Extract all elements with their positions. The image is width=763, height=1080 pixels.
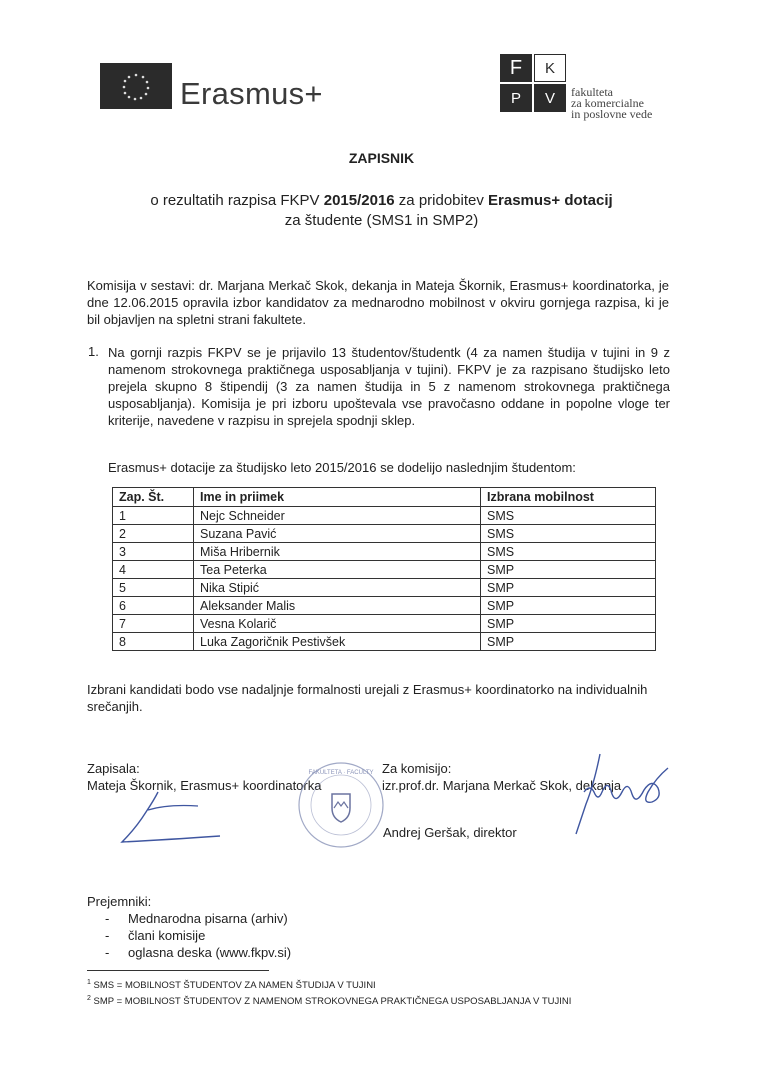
cell-mobility: SMS <box>481 525 656 543</box>
cell-number: 7 <box>113 615 194 633</box>
director-name: Andrej Geršak, direktor <box>383 825 517 840</box>
cell-name: Suzana Pavić <box>194 525 481 543</box>
recipients-table <box>112 487 656 651</box>
fkpv-letter-p: P <box>500 84 532 112</box>
list-item: - člani komisije <box>87 927 291 944</box>
cell-mobility: SMP <box>481 615 656 633</box>
handwritten-signature-left <box>118 790 230 850</box>
fkpv-letter-f: F <box>500 54 532 82</box>
footnote <box>87 976 571 992</box>
recipients-block <box>87 893 291 961</box>
footnote-text: SMP = MOBILNOST ŠTUDENTOV Z NAMENOM STROKOVNEGA PRAKTIČNEGA USPOSABLJANJA V TUJINI <box>90 996 572 1008</box>
cell-mobility: SMS <box>481 507 656 525</box>
cell-name: Vesna Kolarič <box>194 615 481 633</box>
fkpv-subtitle-line: fakulteta <box>571 85 613 99</box>
subtitle-program: Erasmus+ dotacij <box>488 192 613 209</box>
cell-mobility: SMP <box>481 633 656 651</box>
footnote-number: 1 <box>87 979 91 986</box>
column-header: Zap. Št. <box>113 488 194 507</box>
document-title: ZAPISNIK <box>348 150 415 166</box>
right-signature-label: Za komisijo: <box>382 761 452 776</box>
right-signature-name: izr.prof.dr. Marjana Merkač Skok, dekanja <box>382 778 622 793</box>
fkpv-letter-k: K <box>534 54 566 82</box>
left-signature-block <box>87 760 321 794</box>
document-subtitle <box>0 191 763 231</box>
footnote <box>87 992 571 1008</box>
fkpv-subtitle-line: za komercialne <box>571 96 644 110</box>
table-row <box>113 543 656 561</box>
cell-mobility: SMP <box>481 579 656 597</box>
column-header: Izbrana mobilnost <box>481 488 656 507</box>
cell-number: 6 <box>113 597 194 615</box>
cell-name: Tea Peterka <box>194 561 481 579</box>
table-row <box>113 525 656 543</box>
table-row <box>113 507 656 525</box>
erasmus-logo-text: Erasmus+ <box>180 76 323 111</box>
footnote-text: SMS = MOBILNOST ŠTUDENTOV ZA NAMEN ŠTUDIJA V TUJINI <box>90 980 376 992</box>
fkpv-logo <box>500 54 568 114</box>
cell-number: 2 <box>113 525 194 543</box>
list-item: - oglasna deska (www.fkpv.si) <box>87 944 291 961</box>
cell-name: Luka Zagoričnik Pestivšek <box>194 633 481 651</box>
cell-mobility: SMS <box>481 543 656 561</box>
cell-mobility: SMP <box>481 561 656 579</box>
footnotes <box>87 976 571 1008</box>
cell-mobility: SMP <box>481 597 656 615</box>
svg-text:FAKULTETA · FACULTY: FAKULTETA · FACULTY <box>308 770 374 776</box>
item-number: 1. <box>88 344 99 359</box>
cell-number: 5 <box>113 579 194 597</box>
recipients-list <box>87 910 291 961</box>
column-header: Ime in priimek <box>194 488 481 507</box>
fkpv-logo-subtitle <box>571 87 652 120</box>
left-signature-label: Zapisala: <box>87 761 140 776</box>
table-intro: Erasmus+ dotacije za študijsko leto 2015/2016 se dodelijo naslednjim študentom: <box>108 460 576 475</box>
cell-number: 3 <box>113 543 194 561</box>
cell-number: 4 <box>113 561 194 579</box>
cell-name: Aleksander Malis <box>194 597 481 615</box>
left-signature-name: Mateja Škornik, Erasmus+ koordinatorka <box>87 778 322 793</box>
fkpv-subtitle-line: in poslovne vede <box>571 107 653 121</box>
table-header-row <box>113 488 656 507</box>
table-row <box>113 615 656 633</box>
footnote-number: 2 <box>87 995 91 1003</box>
recipients-label: Prejemniki: <box>87 894 152 909</box>
intro-paragraph: Komisija v sestavi: dr. Marjana Merkač Skok, dekanja in Mateja Škornik, Erasmus+ koordinatorka, je dne 12.06.2015 opravila izbor kandidatov za mednarodno mobilnost v okviru gornjega razpisa, ki je bil objavljen na spletni strani fakultete. <box>87 278 669 327</box>
cell-name: Nika Stipić <box>194 579 481 597</box>
subtitle-text: o rezultatih razpisa FKPV <box>150 192 324 209</box>
fkpv-letter-v: V <box>534 84 566 112</box>
table-row <box>113 579 656 597</box>
table-row <box>113 597 656 615</box>
cell-name: Nejc Schneider <box>194 507 481 525</box>
list-item: - Mednarodna pisarna (arhiv) <box>87 910 291 927</box>
footnote-divider <box>87 970 269 971</box>
cell-number: 8 <box>113 633 194 651</box>
handwritten-signature-right <box>540 752 720 842</box>
item-paragraph: Na gornji razpis FKPV se je prijavilo 13 študentov/študentk (4 za namen študija v tujini in 9 z namenom strokovnega praktičnega usposabljanja v tujini). FKPV je za razpisano študijsko leto prejela skupno 8 štipendij (3 za namen študija in 5 z namenom strokovnega praktičnega usposabljanja). Komisija je pri izboru upoštevala vse pravočasno oddane in popolne vloge ter kriterije, navedene v razpisu in sprejela spodnji sklep. <box>108 345 670 428</box>
subtitle-line2: za študente (SMS1 in SMP2) <box>284 212 479 229</box>
cell-number: 1 <box>113 507 194 525</box>
subtitle-year: 2015/2016 <box>323 192 395 209</box>
official-stamp <box>296 760 386 850</box>
table-row <box>113 561 656 579</box>
eu-flag-logo <box>100 63 172 109</box>
subtitle-text: za pridobitev <box>394 192 489 209</box>
table-row <box>113 633 656 651</box>
closing-paragraph: Izbrani kandidati bodo vse nadaljnje formalnosti urejali z Erasmus+ koordinatorko na individualnih srečanjih. <box>87 682 648 714</box>
cell-name: Miša Hribernik <box>194 543 481 561</box>
